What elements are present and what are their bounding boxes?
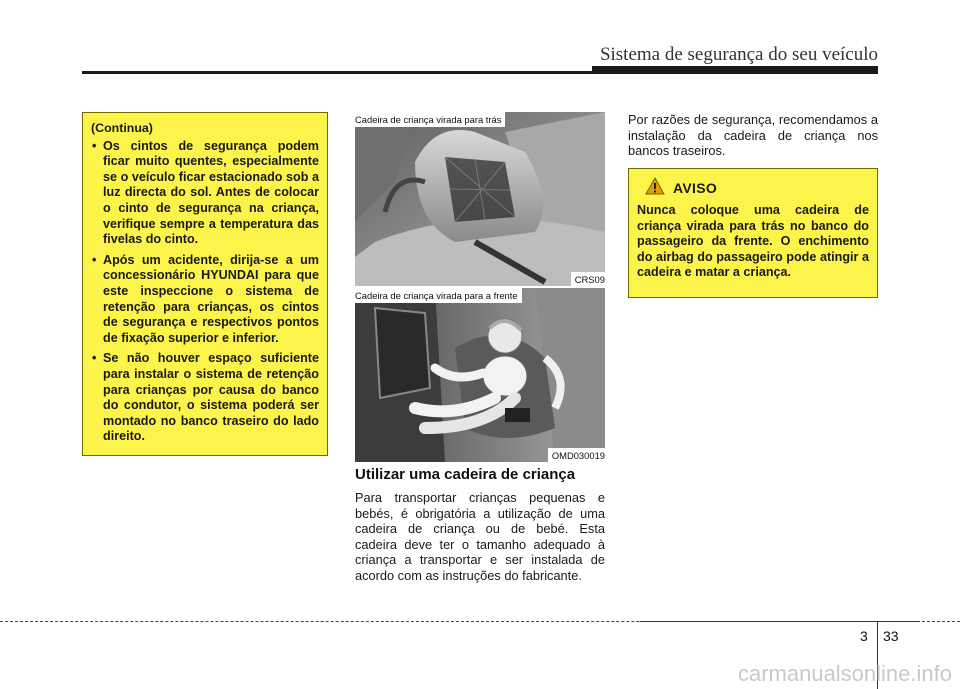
warning-header xyxy=(637,177,869,199)
section-body: Para transportar crianças pequenas e bebés, é obrigatória a utilização de uma cadeira de criança ou de bebé. Esta cadeira deve ter o tamanho adequado à criança a transportar e ser instalada de acordo com as instruções do fabricante. xyxy=(355,490,605,583)
figure-code: OMD030019 xyxy=(548,448,605,462)
warning-box xyxy=(628,168,878,298)
warning-triangle-icon xyxy=(645,177,665,200)
caution-box xyxy=(82,112,328,456)
watermark: carmanualsonline.info xyxy=(737,661,952,686)
section-heading: Utilizar uma cadeira de criança xyxy=(355,466,576,483)
caution-item: • Os cintos de segurança podem ficar muito quentes, especialmente se o veículo ficar estacionado sob a luz directa do sol. Antes de colocar o cinto de segurança na criança, verifique sempre a temperatura das fivelas do cinto. xyxy=(91,139,319,248)
chapter-number: 3 xyxy=(860,628,868,644)
figure-code: CRS09 xyxy=(571,272,605,286)
caution-item: • Após um acidente, dirija-se a um concessionário HYUNDAI para que este inspeccione o sistema de retenção para crianças, os cintos de segurança e respectivos pontos de fixação superior e inferior. xyxy=(91,253,319,347)
right-paragraph: Por razões de segurança, recomendamos a instalação da cadeira de criança nos bancos traseiros. xyxy=(628,112,878,159)
forward-facing-seat-photo xyxy=(355,288,605,462)
footer-rule xyxy=(640,621,920,622)
header-rule-tab xyxy=(592,66,878,72)
rear-facing-seat-photo xyxy=(355,112,605,286)
continued-label: (Continua) xyxy=(91,121,153,135)
figure-caption: Cadeira de criança virada para trás xyxy=(355,112,505,127)
page-header-title: Sistema de segurança do seu veículo xyxy=(599,44,878,65)
forward-facing-seat-illustration xyxy=(355,288,605,462)
caution-item: • Se não houver espaço suficiente para instalar o sistema de retenção para crianças por causa do banco do condutor, o sistema poderá ser montado no banco traseiro do lado direito. xyxy=(91,351,319,445)
page-number: 33 xyxy=(883,628,899,644)
caution-list xyxy=(91,139,319,445)
figure-caption: Cadeira de criança virada para a frente xyxy=(355,288,522,303)
warning-text: Nunca coloque uma cadeira de criança virada para trás no banco do passageiro da frente. O enchimento do airbag do passageiro pode atingir a cadeira e matar a criança. xyxy=(637,203,869,280)
warning-title: AVISO xyxy=(673,180,718,196)
rear-facing-seat-illustration xyxy=(355,112,605,286)
